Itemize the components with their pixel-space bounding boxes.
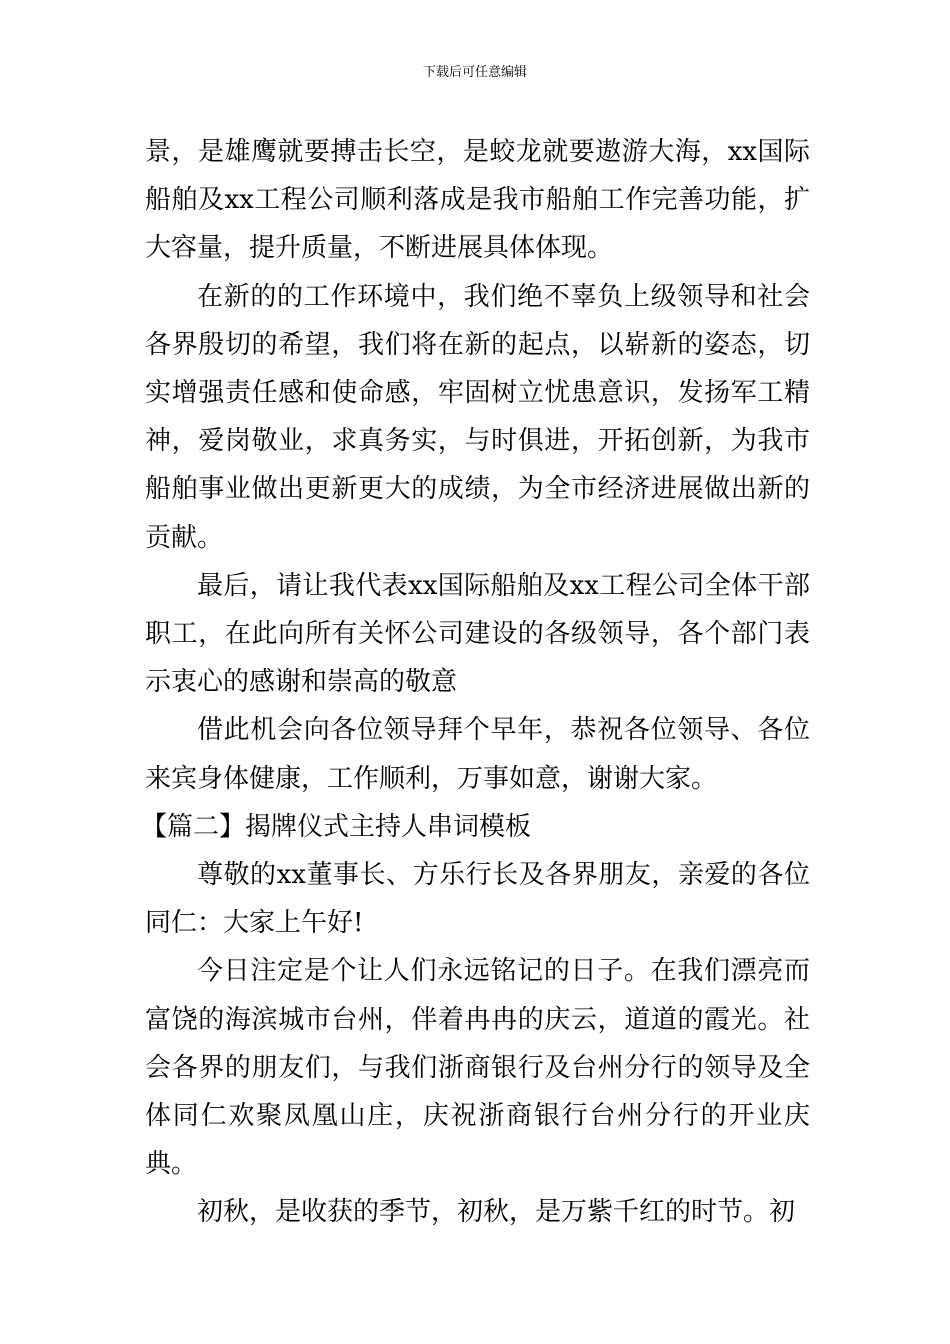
- paragraph-1: 景，是雄鹰就要搏击长空，是蛟龙就要遨游大海，xx国际船舶及xx工程公司顺利落成是我市船舶工作完善功能，扩大容量，提升质量，不断进展具体体现。: [145, 137, 810, 264]
- paragraph-4: 借此机会向各位领导拜个早年，恭祝各位领导、各位来宾身体健康，工作顺利，万事如意，谢谢大家。: [145, 715, 810, 794]
- paragraph-6: 今日注定是个让人们永远铭记的日子。在我们漂亮而富饶的海滨城市台州，伴着冉冉的庆云，道道的霞光。社会各界的朋友们，与我们浙商银行及台州分行的领导及全体同仁欢聚凤凰山庄，庆祝浙商银行台州分行的开业庆典。: [145, 956, 810, 1180]
- paragraph-7: 初秋，是收获的季节，初秋，是万紫千红的时节。初: [197, 1197, 796, 1228]
- section-heading: 【篇二】揭牌仪式主持人串词模板: [141, 811, 532, 842]
- paragraph-3: 最后，请让我代表xx国际船舶及xx工程公司全体干部职工，在此向所有关怀公司建设的各级领导，各个部门表示衷心的感谢和崇高的敬意: [145, 570, 810, 698]
- page-header-note: 下载后可任意编辑: [422, 65, 527, 80]
- paragraph-2: 在新的的工作环境中，我们绝不辜负上级领导和社会各界殷切的希望，我们将在新的起点，以崭新的姿态，切实增强责任感和使命感，牢固树立忧患意识，发扬军工精神，爱岗敬业，求真务实，与时俱进，开拓创新，为我市船舶事业做出更新更大的成绩，为全市经济进展做出新的贡献。: [145, 281, 810, 553]
- document-body: [141, 128, 810, 1237]
- paragraph-5: 尊敬的xx董事长、方乐行长及各界朋友，亲爱的各位同仁：大家上午好!: [145, 860, 810, 939]
